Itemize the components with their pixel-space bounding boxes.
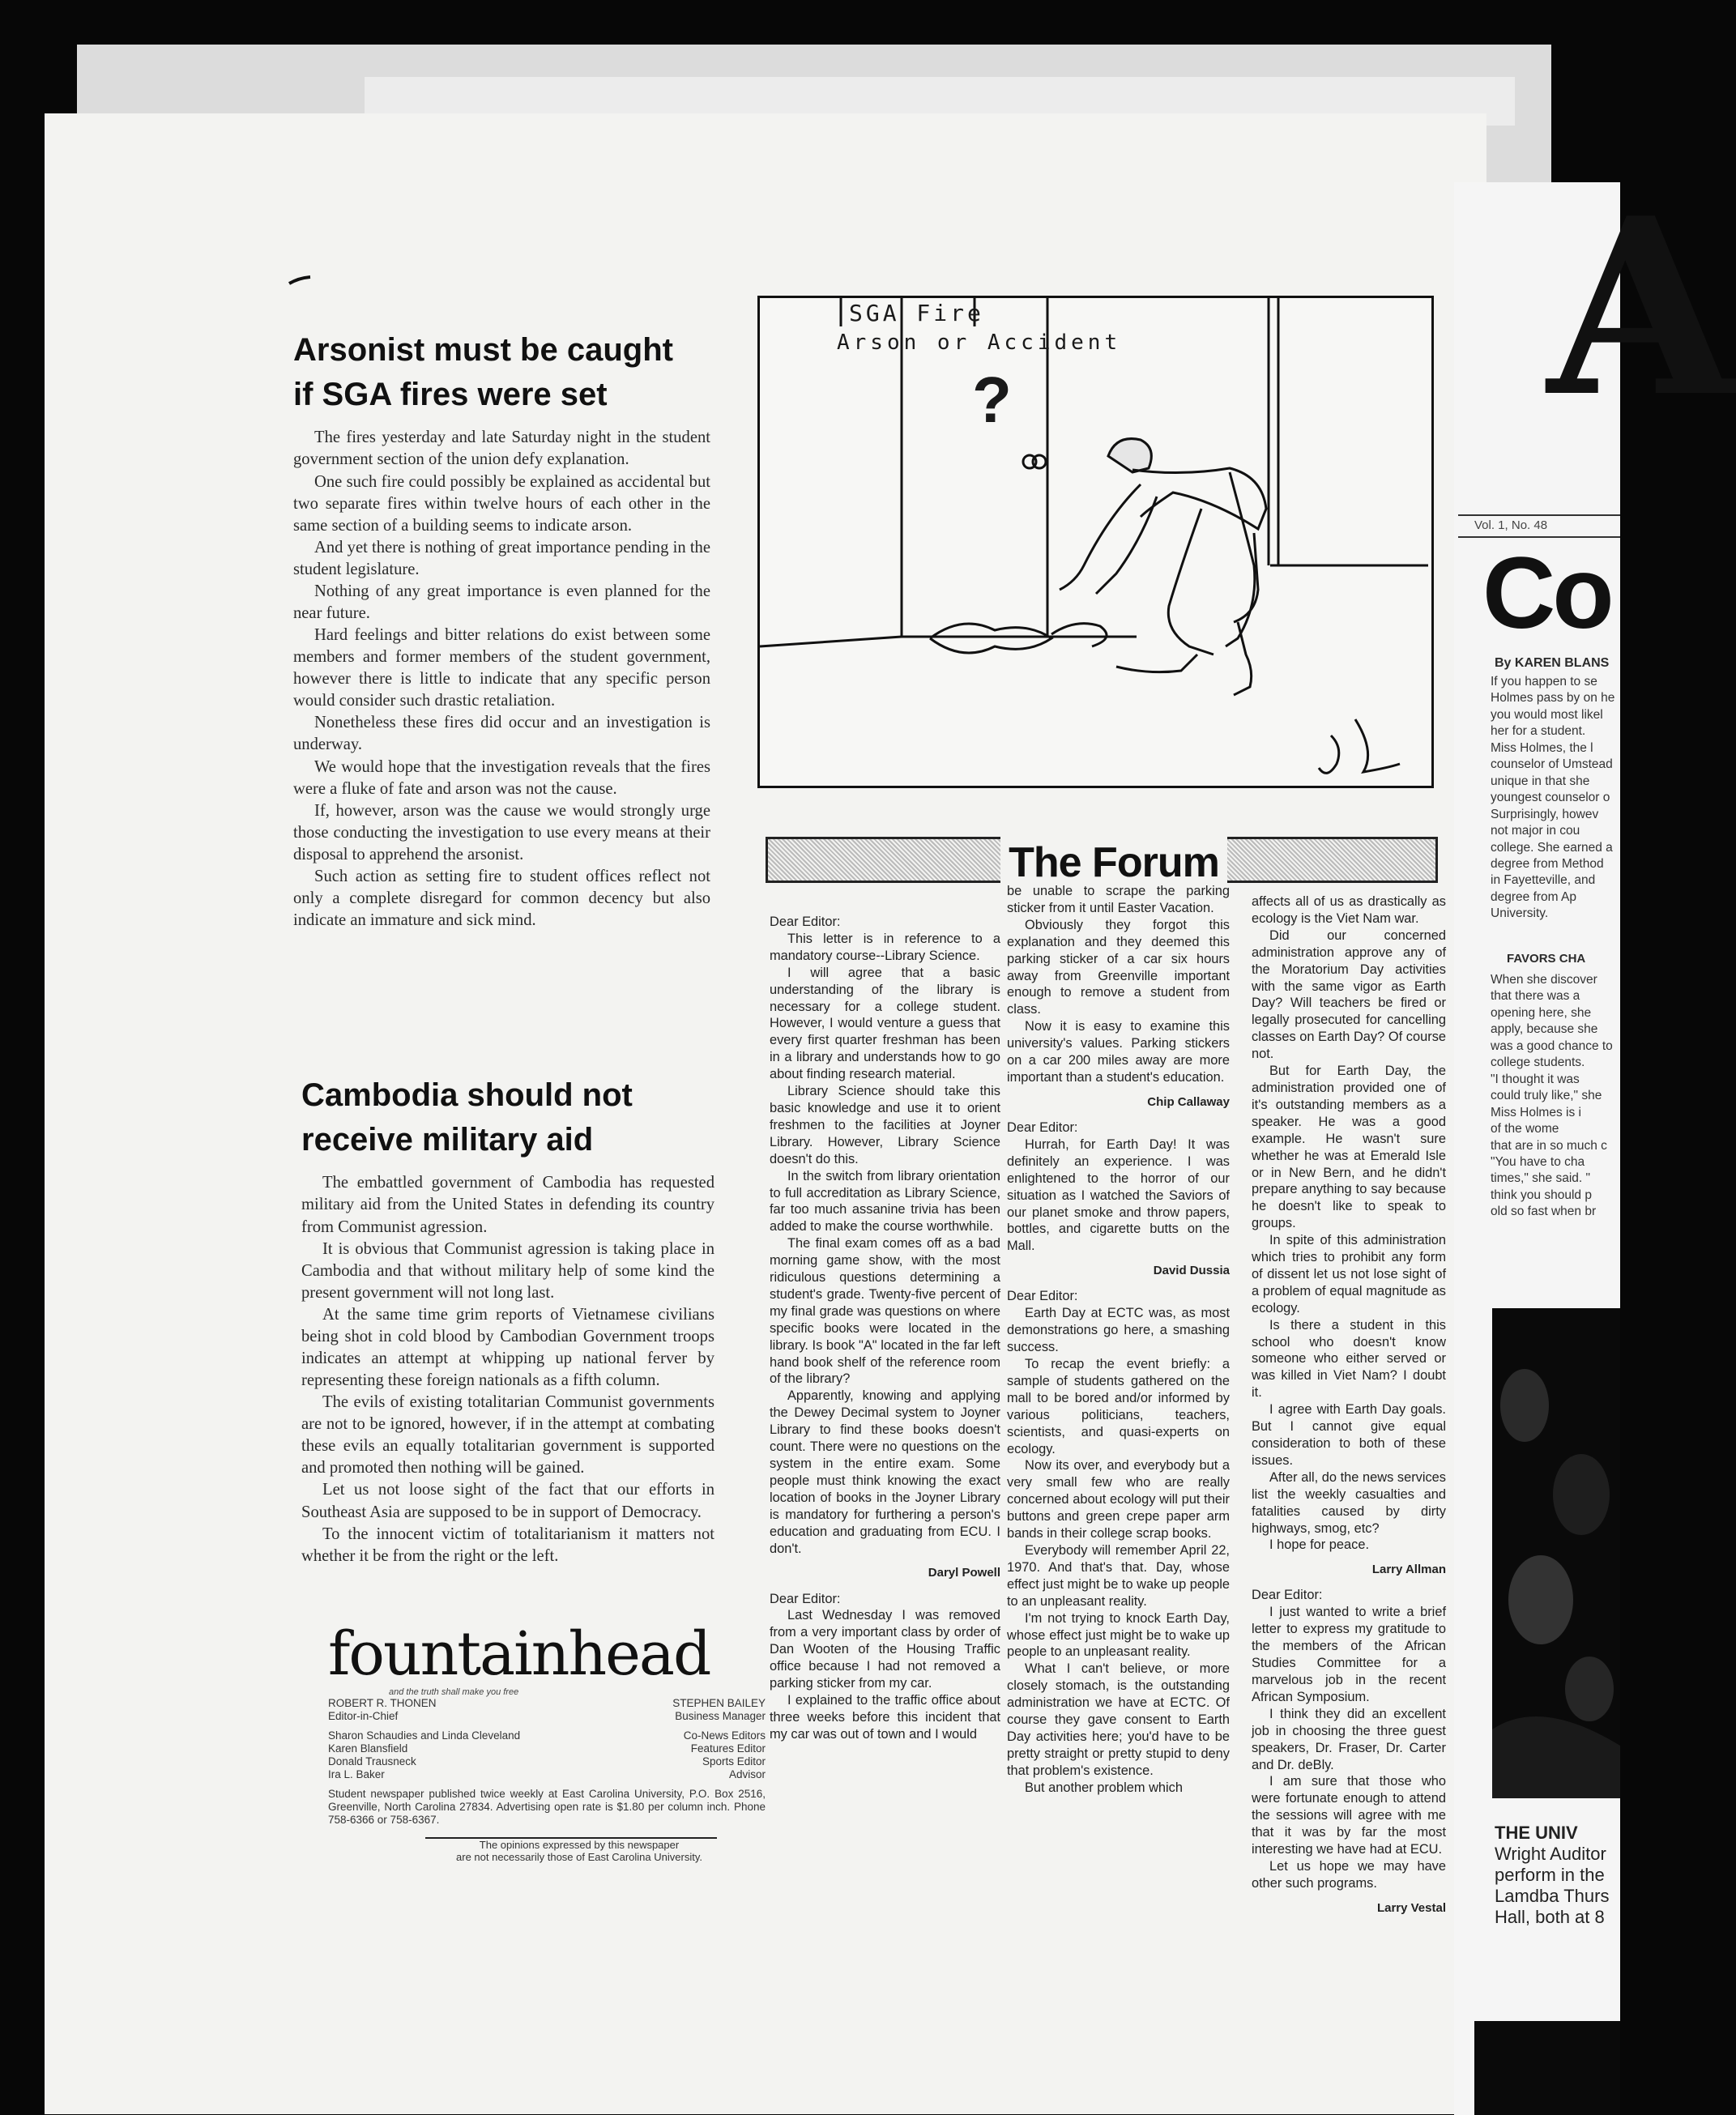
letter-paragraph: But another problem which bbox=[1025, 1780, 1183, 1795]
editorial-cambodia-headline bbox=[301, 1073, 714, 1162]
facing-page-text-line: degree from Ap bbox=[1491, 889, 1576, 904]
facing-page-text-line: "You have to cha bbox=[1491, 1154, 1585, 1169]
letter-paragraph: I think they did an excellent job in choosing the three guest speakers, Dr. Fraser, Dr. Carter and Dr. deBly. bbox=[1252, 1706, 1446, 1772]
letter-salutation: Dear Editor: bbox=[1007, 1289, 1078, 1304]
letter-salutation: Dear Editor: bbox=[770, 915, 841, 929]
forum-title: The Forum bbox=[1000, 834, 1227, 891]
editorial-arson-headline bbox=[293, 328, 710, 417]
facing-page-text-line: her for a student. bbox=[1491, 724, 1586, 739]
editorial-arson-body bbox=[293, 427, 710, 932]
facing-page-text-line: University. bbox=[1491, 906, 1549, 921]
paragraph: It is obvious that Communist agression is taking place in Cambodia and that without military help of some kind the present government will not long last. bbox=[301, 1239, 714, 1302]
editorial-cambodia-body bbox=[301, 1172, 714, 1567]
facing-page-text-line: think you should p bbox=[1491, 1188, 1592, 1202]
caption-line: THE UNIV bbox=[1495, 1823, 1578, 1843]
facing-page-text-line: Holmes pass by on he bbox=[1491, 691, 1615, 706]
caption-line: perform in the bbox=[1495, 1864, 1605, 1885]
letter-signature: David Dussia bbox=[1153, 1264, 1230, 1278]
staff-role: Co-News Editors bbox=[683, 1729, 766, 1742]
disclaimer-line: are not necessarily those of East Carolina University. bbox=[456, 1850, 702, 1863]
staff-role: Sports Editor bbox=[702, 1755, 766, 1767]
forum-column-3 bbox=[1252, 893, 1446, 1925]
letter-salutation: Dear Editor: bbox=[1252, 1588, 1323, 1603]
staff-name: Sharon Schaudies and Linda Cleveland bbox=[328, 1729, 521, 1742]
scan-edge-shadow bbox=[1474, 2021, 1620, 2115]
facing-page-text-line: not major in cou bbox=[1491, 824, 1580, 838]
letter-paragraph: Let us hope we may have other such programs. bbox=[1252, 1858, 1446, 1891]
facing-page-photo-caption bbox=[1495, 1823, 1620, 1928]
headline-line: if SGA fires were set bbox=[293, 377, 608, 413]
paragraph: The embattled government of Cambodia has requested military aid from the United States in defending its country from Communist agression. bbox=[301, 1174, 714, 1236]
masthead-motto: and the truth shall make you free bbox=[389, 1687, 519, 1697]
caption-line: Wright Auditor bbox=[1495, 1843, 1606, 1864]
letter-paragraph: I agree with Earth Day goals. But I cannot give equal consideration to both of these issues. bbox=[1252, 1402, 1446, 1468]
facing-page-volume: Vol. 1, No. 48 bbox=[1474, 518, 1548, 532]
letter-paragraph: I'm not trying to knock Earth Day, whose effect just might be to wake up people to an unpleasant reality. bbox=[1007, 1610, 1230, 1660]
letter-paragraph: Did our concerned administration approve any of the Moratorium Day activities with the same vigor as Earth Day? Will teachers be fired or legally prosecuted for cancelling classes on Earth Day? Of course not. bbox=[1252, 927, 1446, 1062]
letter-paragraph: I am sure that those who were fortunate enough to attend the sessions will agree with me that it was by far the most interesting we have had at ECU. bbox=[1252, 1774, 1446, 1857]
headline-line: Cambodia should not bbox=[301, 1077, 633, 1113]
facing-page-text-line: of the wome bbox=[1491, 1122, 1559, 1136]
facing-page-text-line: college. She earned a bbox=[1491, 840, 1613, 855]
paragraph: The fires yesterday and late Saturday night in the student government section of the union defy explanation. bbox=[293, 429, 710, 469]
headline-line: Arsonist must be caught bbox=[293, 332, 673, 368]
facing-page-nameplate-letter: A bbox=[1547, 164, 1736, 450]
facing-page-text-line: Surprisingly, howev bbox=[1491, 807, 1599, 821]
facing-page-text-line: old so fast when br bbox=[1491, 1205, 1597, 1219]
paragraph: Such action as setting fire to student offices reflect not only a complete disregard for common decency but also indicate an immature and sick mind. bbox=[293, 867, 710, 930]
facing-page-subhead: FAVORS CHA bbox=[1507, 952, 1586, 966]
letter-paragraph: Earth Day at ECTC was, as most demonstrations go here, a smashing success. bbox=[1007, 1306, 1230, 1355]
paragraph: Nothing of any great importance is even planned for the near future. bbox=[293, 582, 710, 622]
facing-page-text-line: Miss Holmes, the l bbox=[1491, 740, 1593, 755]
facing-page-text-line: that there was a bbox=[1491, 989, 1580, 1004]
letter-paragraph: To recap the event briefly: a sample of students gathered on the mall to be bored and/or informed by various politicians, teachers, scientists, and quasi-experts on ecology. bbox=[1007, 1357, 1230, 1456]
staff-name: Donald Trausneck bbox=[328, 1755, 416, 1767]
facing-page-text-line: apply, because she bbox=[1491, 1022, 1598, 1037]
facing-page-text-line: Miss Holmes is i bbox=[1491, 1105, 1581, 1119]
paragraph: To the innocent victim of totalitarianism it matters not whether it be from the right or the left. bbox=[301, 1524, 714, 1565]
letter-paragraph: The final exam comes off as a bad morning game show, with the most ridiculous questions determining a student's grade. Twenty-five percent of my final grade was questions on where specific books were located in the library. Is book "A" located in the far left hand book shelf of the reference room of the library? bbox=[770, 1236, 1000, 1387]
letter-paragraph: Obviously they forgot this explanation and they deemed this parking sticker of a car six hours away from Greenville important enough to remove a student from class. bbox=[1007, 917, 1230, 1017]
forum-column-2 bbox=[1007, 883, 1230, 1797]
facing-page-text-line: unique in that she bbox=[1491, 774, 1590, 788]
facing-page-text-line: "I thought it was bbox=[1491, 1072, 1580, 1086]
facing-page-headline: Co bbox=[1482, 537, 1611, 650]
letter-salutation: Dear Editor: bbox=[1007, 1120, 1078, 1135]
letter-paragraph: What I can't believe, or more closely stomach, is the outstanding administration we have at ECTC. Of course they gave consent to Earth Day activities here; you'd have to be pretty straight or pretty stupid to deny that problem's existence. bbox=[1007, 1661, 1230, 1778]
editorial-cartoon bbox=[757, 296, 1434, 788]
publication-note: Student newspaper published twice weekly at East Carolina University, P.O. Box 2516, Greenville, North Carolina 27834. Advertising open rate is $1.80 per column inch. Phone 758-6366 or 758-6367. bbox=[328, 1788, 766, 1827]
letter-signature: Larry Vestal bbox=[1376, 1900, 1446, 1915]
letter-paragraph: I just wanted to write a brief letter to express my gratitude to the members of the African Studies Committee for a marvelous job in the recent African Symposium. bbox=[1252, 1605, 1446, 1704]
masthead-disclaimer bbox=[409, 1839, 749, 1863]
facing-page-photo bbox=[1492, 1308, 1620, 1798]
editorial-cambodia bbox=[301, 1073, 714, 1567]
cartoon-sign-line2: Arson or Accident bbox=[837, 330, 1122, 355]
facing-page-text-line: you would most likel bbox=[1491, 707, 1603, 722]
letter-paragraph: I will agree that a basic understanding of the library is necessary for a college student. However, I would venture a guess that every first quarter freshman has been in a library and understands how to go about finding research material. bbox=[770, 965, 1000, 1082]
facing-page-text-line: times," she said. " bbox=[1491, 1171, 1590, 1186]
stray-mark bbox=[288, 275, 312, 287]
facing-page-text-line: When she discover bbox=[1491, 973, 1597, 987]
staff-role: Editor-in-Chief bbox=[328, 1710, 399, 1722]
letter-paragraph: be unable to scrape the parking sticker from it until Easter Vacation. bbox=[1007, 884, 1230, 915]
letter-paragraph: I explained to the traffic office about three weeks before this incident that my car was out of town and I would bbox=[770, 1693, 1000, 1742]
letter-paragraph: But for Earth Day, the administration provided one of it's outstanding members as a speaker. He was a good example. He wasn't sure whether he was at Emerald Isle or in New Bern, and he didn't prepare anything to say because he doesn't like to speak to groups. bbox=[1252, 1064, 1446, 1231]
paragraph: At the same time grim reports of Vietnamese civilians being shot in cold blood by Cambodian Government troops indicates an attempt at whipping up national ferver by representing these foreign nationals as a fifth column. bbox=[301, 1305, 714, 1390]
staff-role: Advisor bbox=[728, 1768, 766, 1780]
letter-paragraph: Everybody will remember April 22, 1970. And that's that. Day, whose effect just might be to wake up people to an unpleasant reality. bbox=[1007, 1542, 1230, 1609]
letter-paragraph: Is there a student in this school who doesn't know someone who either served or was killed in Viet Nam? I doubt it. bbox=[1252, 1317, 1446, 1401]
staff-box bbox=[328, 1697, 766, 1781]
paragraph: If, however, arson was the cause we would strongly urge those conducting the investigation to use every means at their disposal to apprehend the arsonist. bbox=[293, 801, 710, 863]
letter-paragraph: Now its over, and everybody but a very small few who are really concerned about ecology will put their buttons and green crepe paper arm bands in their college scrap books. bbox=[1007, 1458, 1230, 1541]
facing-page-text-line: was a good chance to bbox=[1491, 1038, 1613, 1053]
facing-page-text-line: youngest counselor o bbox=[1491, 791, 1610, 805]
staff-name: Ira L. Baker bbox=[328, 1768, 385, 1780]
letter-salutation: Dear Editor: bbox=[770, 1591, 841, 1606]
paragraph: Let us not loose sight of the fact that our efforts in Southeast Asia are supposed to be in support of Democracy. bbox=[301, 1481, 714, 1521]
forum-column-1 bbox=[770, 906, 1000, 1743]
facing-page-text-line: that are in so much c bbox=[1491, 1138, 1607, 1153]
letter-signature: Larry Allman bbox=[1371, 1563, 1446, 1577]
masthead-logo: fountainhead bbox=[328, 1619, 710, 1689]
editorial-arson bbox=[293, 328, 710, 932]
facing-page-text-line: could truly like," she bbox=[1491, 1089, 1602, 1103]
masthead bbox=[328, 1619, 766, 1863]
staff-role: Business Manager bbox=[675, 1710, 766, 1722]
paragraph: Nonetheless these fires did occur and an investigation is underway. bbox=[293, 714, 710, 754]
facing-page-text-top bbox=[1491, 674, 1620, 923]
headline-line: receive military aid bbox=[301, 1122, 594, 1158]
staff-name: Karen Blansfield bbox=[328, 1742, 408, 1755]
disclaimer-line: The opinions expressed by this newspaper bbox=[479, 1838, 680, 1851]
letter-paragraph: I hope for peace. bbox=[1269, 1537, 1370, 1553]
letter-paragraph: After all, do the news services list the weekly casualties and fatalities caused by dirty highways, smog, etc? bbox=[1252, 1469, 1446, 1536]
paragraph: One such fire could possibly be explained as accidental but two separate fires within twelve hours of each other in the same section of a building seems to indicate arson. bbox=[293, 472, 710, 535]
caption-line: Lamdba Thurs bbox=[1495, 1885, 1610, 1906]
staff-name: ROBERT R. THONEN bbox=[328, 1697, 437, 1709]
cartoon-drawing bbox=[760, 298, 1431, 786]
facing-page-text-line: opening here, she bbox=[1491, 1005, 1592, 1020]
letter-signature: Daryl Powell bbox=[928, 1566, 1000, 1580]
staff-name: STEPHEN BAILEY bbox=[672, 1697, 766, 1709]
paragraph: And yet there is nothing of great importance pending in the student legislature. bbox=[293, 538, 710, 578]
letter-paragraph: In the switch from library orientation to full accreditation as Library Science, far too much assanine trivia has been added to make the course worthwhile. bbox=[770, 1168, 1000, 1234]
caption-line: Hall, both at 8 bbox=[1495, 1906, 1605, 1927]
letter-paragraph: Last Wednesday I was removed from a very important class by order of Dan Wooten of the Housing Traffic office because I had not removed a parking sticker from my car. bbox=[770, 1608, 1000, 1691]
letter-signature: Chip Callaway bbox=[1147, 1094, 1230, 1109]
facing-page-text-line: counselor of Umstead bbox=[1491, 757, 1613, 772]
letter-paragraph: This letter is in reference to a mandatory course--Library Science. bbox=[770, 931, 1000, 963]
facing-page-content bbox=[1458, 164, 1736, 1304]
letter-paragraph: Hurrah, for Earth Day! It was definitely an experience. I was enlightened to the horror of our situation as I watched the Saviors of our planet smoke and throw papers, bottles, and cigarette butts on the Mall. bbox=[1007, 1136, 1230, 1254]
cartoon-sign-line1: SGA Fire bbox=[849, 300, 984, 326]
paragraph: The evils of existing totalitarian Communist governments are not to be ignored, however, if in the attempt at combating these evils an equally totalitarian government is supported and promoted then nothing will be gained. bbox=[301, 1393, 714, 1478]
letter-paragraph: In spite of this administration which tries to prohibit any form of dissent let us not lose sight of a problem of equal magnitude as ecology. bbox=[1252, 1233, 1446, 1315]
staff-role: Features Editor bbox=[690, 1742, 766, 1755]
letter-paragraph: Library Science should take this basic knowledge and use it to orient freshmen to the facilities at Joyner Library. However, Library Science doesn't do this. bbox=[770, 1084, 1000, 1166]
facing-page-text-line: If you happen to se bbox=[1491, 675, 1597, 689]
paragraph: We would hope that the investigation reveals that the fires were a fluke of fate and arson was not the cause. bbox=[293, 757, 710, 798]
facing-page-byline: By KAREN BLANS bbox=[1495, 656, 1610, 670]
cartoon-question-mark: ? bbox=[972, 364, 1012, 436]
facing-page-text-line: college students. bbox=[1491, 1055, 1585, 1070]
facing-page-text-line: degree from Method bbox=[1491, 856, 1604, 871]
facing-page-text-line: in Fayetteville, and bbox=[1491, 873, 1596, 888]
letter-paragraph: Now it is easy to examine this university's values. Parking stickers on a car 200 miles away are more important than a student's education. bbox=[1007, 1019, 1230, 1085]
paragraph: Hard feelings and bitter relations do exist between some members and former members of the student government, however there is little to indicate that any specific person would consider such drastic retaliation. bbox=[293, 626, 710, 710]
letter-paragraph: Apparently, knowing and applying the Dewey Decimal system to Joyner Library to find these books doesn't count. There were no questions on the system in the entire exam. Some people must think knowing the exact location of books in the Joyner Library is mandatory for furthering a person's education and graduating from ECU. I don't. bbox=[770, 1388, 1000, 1556]
letter-paragraph: affects all of us as drastically as ecology is the Viet Nam war. bbox=[1252, 894, 1446, 926]
photo-texture bbox=[1492, 1308, 1620, 1798]
facing-page-text-bottom bbox=[1491, 972, 1620, 1221]
